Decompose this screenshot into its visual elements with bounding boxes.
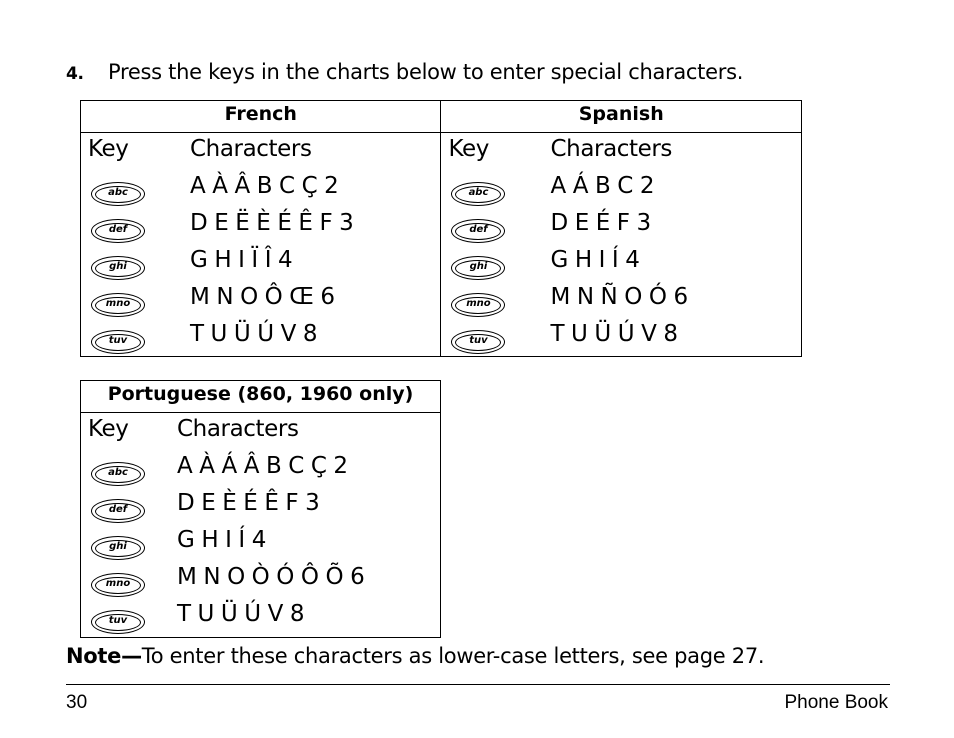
portuguese-grid	[81, 413, 440, 637]
key-letters: ghi	[109, 541, 127, 552]
french-header: French	[81, 101, 441, 133]
character-list: A À Â B C Ç 2	[190, 173, 339, 199]
french-grid	[81, 133, 440, 356]
portuguese-table	[80, 380, 441, 638]
table-row	[441, 321, 801, 355]
keypad-key-icon	[451, 256, 505, 280]
key-letters: abc	[108, 187, 128, 198]
key-letters: ghi	[469, 261, 488, 272]
character-list: T U Ü Ú V 8	[177, 601, 305, 627]
character-list: M N O Ò Ó Ô Õ 6	[177, 564, 365, 590]
step-number: 4.	[66, 64, 84, 84]
key-letters: mno	[466, 298, 491, 309]
keypad-key-icon	[91, 293, 145, 317]
keypad-key-icon	[91, 330, 145, 354]
table-row	[441, 210, 801, 244]
table-row	[81, 601, 440, 635]
keypad-key-icon	[451, 219, 505, 243]
table-row	[81, 210, 440, 244]
character-list: D E É F 3	[550, 210, 651, 236]
character-list: M N O Ô Œ 6	[190, 284, 335, 310]
key-column-header: Key	[88, 416, 129, 442]
character-list: A Á B C 2	[550, 173, 655, 199]
table-row	[81, 490, 440, 524]
portuguese-column-headers	[81, 416, 440, 450]
key-column-header: Key	[448, 136, 489, 162]
key-letters: tuv	[469, 335, 488, 346]
key-letters: ghi	[109, 261, 127, 272]
character-list: T U Ü Ú V 8	[550, 321, 678, 347]
key-letters: tuv	[108, 335, 128, 346]
portuguese-header: Portuguese (860, 1960 only)	[81, 381, 441, 413]
table-row	[81, 173, 440, 207]
step-text: Press the keys in the charts below to enter special characters.	[108, 60, 744, 84]
spanish-header: Spanish	[441, 101, 802, 133]
keypad-key-icon	[91, 573, 145, 597]
spanish-column-headers	[441, 136, 801, 170]
keypad-key-icon	[91, 536, 145, 560]
table-row	[81, 247, 440, 281]
characters-column-header: Characters	[550, 136, 673, 162]
key-letters: abc	[108, 467, 128, 478]
page-number: 30	[66, 692, 88, 713]
keypad-key-icon	[451, 293, 505, 317]
characters-column-header: Characters	[177, 416, 299, 442]
key-letters: mno	[105, 298, 131, 309]
footer-rule	[66, 684, 890, 685]
step-instruction	[66, 60, 743, 84]
key-letters: abc	[468, 187, 489, 198]
keypad-key-icon	[91, 219, 145, 243]
table-row	[441, 173, 801, 207]
key-letters: def	[108, 224, 128, 235]
keypad-key-icon	[451, 330, 505, 354]
key-column-header: Key	[88, 136, 129, 162]
table-row	[81, 453, 440, 487]
keypad-key-icon	[91, 256, 145, 280]
note-text: To enter these characters as lower-case letters, see page 27.	[141, 644, 765, 668]
character-list: T U Ü Ú V 8	[190, 321, 318, 347]
keypad-key-icon	[451, 182, 505, 206]
spanish-panel	[441, 133, 802, 357]
table-row	[81, 527, 440, 561]
character-list: D E È É Ê F 3	[177, 490, 320, 516]
character-list: M N Ñ O Ó 6	[550, 284, 688, 310]
spanish-grid	[441, 133, 801, 356]
french-column-headers	[81, 136, 440, 170]
keypad-key-icon	[91, 499, 145, 523]
keypad-key-icon	[91, 462, 145, 486]
key-letters: tuv	[108, 615, 128, 626]
table-row	[81, 564, 440, 598]
table-row	[81, 284, 440, 318]
french-panel	[81, 133, 441, 357]
note-label: Note—	[66, 644, 142, 668]
section-title: Phone Book	[784, 692, 888, 713]
key-letters: def	[469, 224, 488, 235]
table-row	[441, 247, 801, 281]
keypad-key-icon	[91, 610, 145, 634]
note	[66, 644, 764, 668]
key-letters: def	[108, 504, 128, 515]
portuguese-panel	[81, 413, 441, 638]
character-list: G H I Í 4	[550, 247, 640, 273]
keypad-key-icon	[91, 182, 145, 206]
key-letters: mno	[105, 578, 131, 589]
character-list: G H I Í 4	[177, 527, 266, 553]
table-row	[81, 321, 440, 355]
character-list: D E Ë È É Ê F 3	[190, 210, 354, 236]
character-list: A À Á Â B C Ç 2	[177, 453, 348, 479]
table-row	[441, 284, 801, 318]
characters-column-header: Characters	[190, 136, 312, 162]
french-spanish-table	[80, 100, 802, 357]
character-list: G H I Ï Î 4	[190, 247, 293, 273]
